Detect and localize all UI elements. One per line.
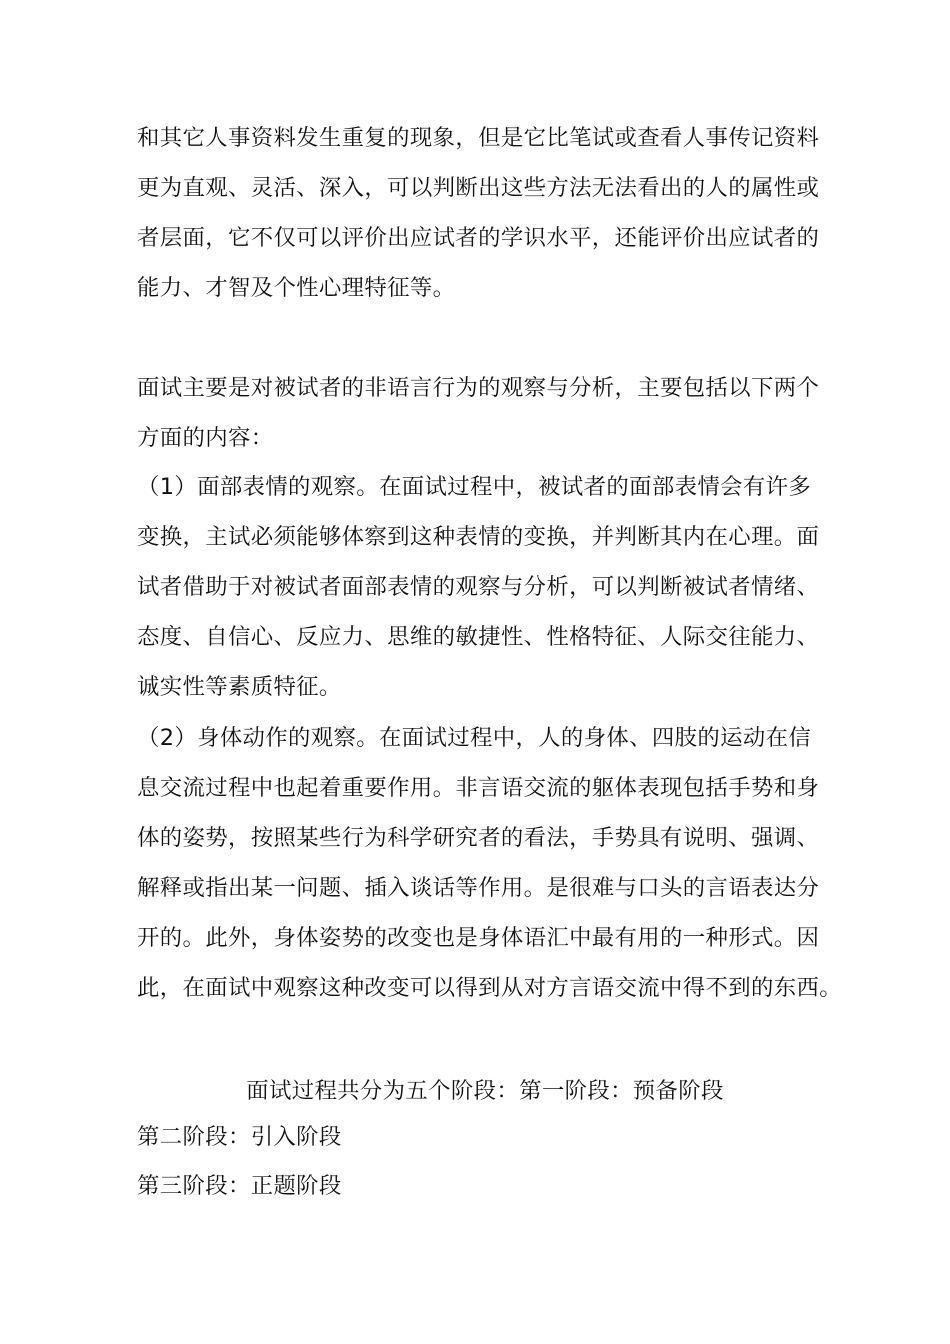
paragraph-facial-expression <box>137 462 851 712</box>
text-line: 解释或指出某一问题、插入谈话等作用。是很难与口头的言语表达分 <box>137 875 820 901</box>
text-line: 此，在面试中观察这种改变可以得到从对方言语交流中得不到的东西。 <box>137 975 842 1001</box>
text-line: （1）面部表情的观察。在面试过程中，被试者的面部表情会有许多 <box>137 474 812 500</box>
paragraph-body-movement <box>137 713 851 1013</box>
text-line: 诚实性等素质特征。 <box>137 674 342 700</box>
text-line: 更为直观、灵活、深入，可以判断出这些方法无法看出的人的属性或 <box>137 175 820 201</box>
text-line: 态度、自信心、反应力、思维的敏捷性、性格特征、人际交往能力、 <box>137 624 820 650</box>
stage-two-line: 第二阶段：引入阶段 <box>137 1124 342 1150</box>
text-line: 者层面，它不仅可以评价出应试者的学识水平，还能评价出应试者的 <box>137 225 820 251</box>
stages-heading: 面试过程共分为五个阶段：第一阶段：预备阶段 <box>246 1078 724 1104</box>
text-line: 息交流过程中也起着重要作用。非言语交流的躯体表现包括手势和身 <box>137 775 820 801</box>
text-line: 试者借助于对被试者面部表情的观察与分析，可以判断被试者情绪、 <box>137 574 820 600</box>
text-line: 面试主要是对被试者的非语言行为的观察与分析，主要包括以下两个 <box>137 375 820 401</box>
text-line: 和其它人事资料发生重复的现象，但是它比笔试或查看人事传记资料 <box>137 125 820 151</box>
text-line: 方面的内容： <box>137 425 274 451</box>
text-line: 能力、才智及个性心理特征等。 <box>137 275 456 301</box>
stage-three-line: 第三阶段：正题阶段 <box>137 1173 342 1199</box>
paragraph-nonverbal-intro <box>137 363 851 463</box>
text-line: 体的姿势，按照某些行为科学研究者的看法，手势具有说明、强调、 <box>137 825 820 851</box>
text-line: 开的。此外，身体姿势的改变也是身体语汇中最有用的一种形式。因 <box>137 925 820 951</box>
paragraph-interview-advantages <box>137 113 851 313</box>
text-line: （2）身体动作的观察。在面试过程中，人的身体、四肢的运动在信 <box>137 725 812 751</box>
text-line: 变换，主试必须能够体察到这种表情的变换，并判断其内在心理。面 <box>137 524 820 550</box>
